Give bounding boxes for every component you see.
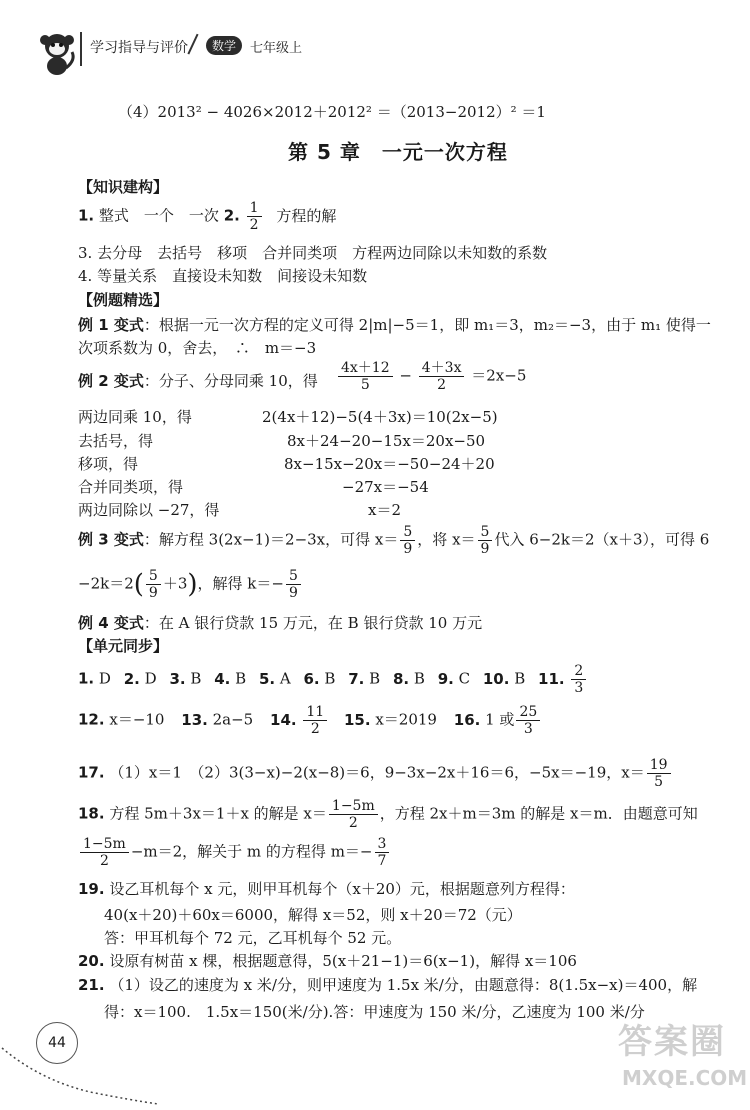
example-2-step-label: 去括号，得 [78, 432, 154, 450]
example-2-step-eq: 2(4x＋12)−5(4＋3x)＝10(2x−5) [262, 408, 498, 426]
example-1-line-2: 次项系数为 0，舍去， ∴ m＝−3 [78, 339, 317, 357]
section-knowledge-heading: 【知识建构】 [78, 178, 169, 196]
question-21-line-1: 21. （1）设乙的速度为 x 米/分，则甲速度为 1.5x 米/分，由题意得：8(1.5x−x)＝400，解 [78, 976, 698, 994]
example-2-step-label: 两边同乘 10，得 [78, 408, 192, 426]
decorative-dotted-curve [0, 1040, 160, 1110]
question-19-line-3: 答：甲耳机每个 72 元，乙耳机每个 52 元。 [104, 929, 402, 947]
page-number: 44 [36, 1022, 78, 1064]
example-2-step-eq: x＝2 [368, 501, 402, 519]
question-18-line-2: $\frac{1-5m}{2}$ −m＝2，解关于 m 的方程得 m＝− $\frac{3}{7}$ [78, 836, 391, 869]
example-2-equation: $\frac{4x+12}{5}$ − $\frac{4+3x}{2}$ ＝2x−5 [336, 360, 526, 393]
example-2-intro: 例 2 变式：分子、分母同乘 10，得 [78, 372, 318, 390]
example-2-step-eq: 8x−15x−20x＝−50−24＋20 [284, 455, 495, 473]
example-3-line-1: 例 3 变式：解方程 3(2x−1)＝2−3x，可得 x＝ $\frac{5}{9}$ ，将 x＝ $\frac{5}{9}$ 代入 6−2k＝2（x＋3），可得 6 [78, 524, 710, 558]
example-2-step-label: 合并同类项，得 [78, 478, 184, 496]
question-20: 20. 设原有树苗 x 棵，根据题意得，5(x＋21−1)＝6(x−1)，解得 x＝106 [78, 952, 577, 970]
example-4-line: 例 4 变式：在 A 银行贷款 15 万元，在 B 银行贷款 10 万元 [78, 614, 483, 632]
knowledge-line-3: 3. 去分母 去括号 移项 合并同类项 方程两边同除以未知数的系数 [78, 244, 548, 262]
example-2-step-eq: 8x＋24−20−15x＝20x−50 [287, 432, 486, 450]
example-2-step-eq: −27x＝−54 [342, 478, 429, 496]
answers-row-2: 12. x＝−10 13. 2a−5 14. $\frac{11}{2}$ 15. x＝2019 16. 1 或 $\frac{25}{3}$ [78, 704, 542, 737]
question-18-line-1: 18. 方程 5m＋3x＝1＋x 的解是 x＝ $\frac{1-5m}{2}$ ，方程 2x＋m＝3m 的解是 x＝m．由题意可知 [78, 798, 698, 832]
header-slash [187, 34, 198, 55]
chapter-title: 第 5 章 一元一次方程 [288, 140, 508, 164]
header-divider [80, 32, 82, 66]
example-1-line-1: 例 1 变式：根据一元一次方程的定义可得 2|m|−5＝1，即 m₁＝3，m₂＝−3，由于 m₁ 使得一 [78, 316, 711, 334]
header-grade: 七年级上 [250, 41, 303, 56]
header-book-title: 学习指导与评价 [90, 40, 188, 56]
watermark-url: MXQE.COM [622, 1066, 748, 1090]
question-21-line-2: 得：x＝100. 1.5x＝150(米/分).答：甲速度为 150 米/分，乙速度为 100 米/分 [104, 1003, 645, 1021]
header-mascot-icon [36, 30, 78, 80]
section-examples-heading: 【例题精选】 [78, 291, 169, 309]
question-19-line-1: 19. 设乙耳机每个 x 元，则甲耳机每个（x＋20）元，根据题意列方程得： [78, 880, 575, 898]
answers-row-1: 1. D 2. D 3. B 4. B 5. A 6. B 7. B 8. B 9. C 10. B 11. $\frac{2}{3}$ [78, 663, 588, 696]
example-3-line-2: −2k＝2( $\frac{5}{9}$ ＋3)，解得 k＝− $\frac{5}{9}$ [78, 568, 303, 601]
fraction: $\frac{1}{2}$ [247, 200, 262, 233]
example-2-step-label: 移项，得 [78, 455, 139, 473]
prev-answer-line: （4）2013² − 4026×2012＋2012² ＝（2013−2012）² ＝1 [118, 103, 546, 121]
header-subject-badge: 数学 [206, 36, 242, 55]
question-19-line-2: 40(x＋20)＋60x＝6000，解得 x＝52，则 x＋20＝72（元） [104, 906, 522, 924]
question-17: 17. （1）x＝1 （2）3(3−x)−2(x−8)＝6，9−3x−2x＋16＝6，−5x＝−19，x＝ $\frac{19}{5}$ [78, 757, 673, 790]
section-unit-heading: 【单元同步】 [78, 637, 169, 655]
knowledge-line-1: 1. 整式 一个 一次 2. $\frac{1}{2}$ 方程的解 [78, 200, 337, 234]
knowledge-line-4: 4. 等量关系 直接设未知数 间接设未知数 [78, 267, 368, 285]
watermark-logo: 答案圈 [618, 1022, 726, 1062]
example-2-step-label: 两边同除以 −27，得 [78, 501, 220, 519]
